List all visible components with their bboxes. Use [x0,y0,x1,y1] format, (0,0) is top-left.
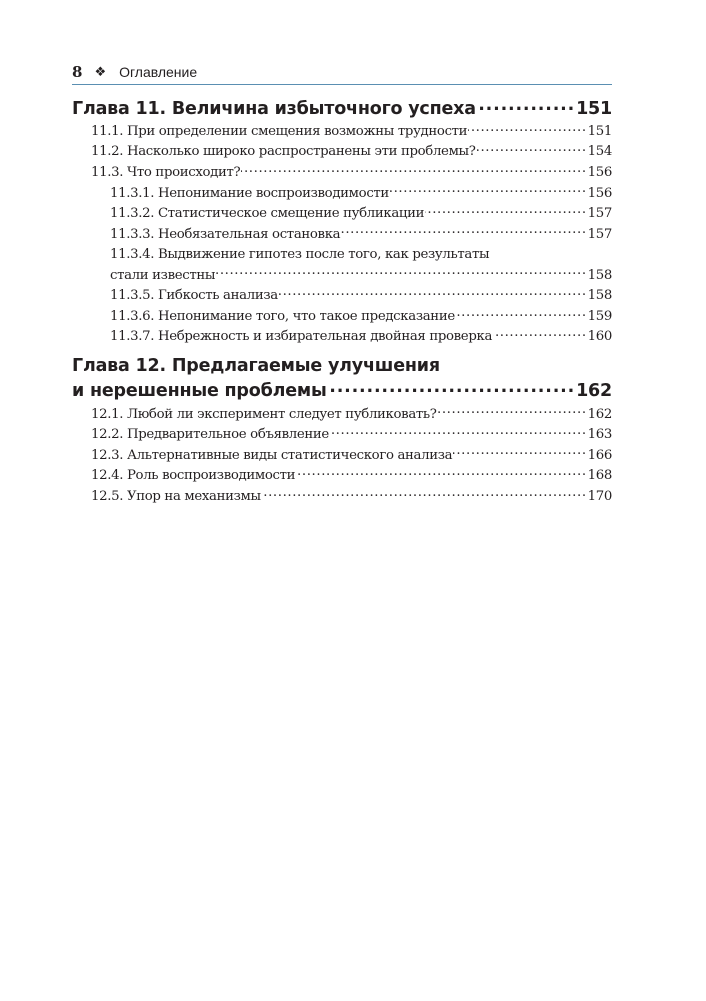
toc-entry-page: 163 [587,427,612,443]
header-rule [72,84,612,85]
dot-leader [216,265,587,278]
page-number: 8 [72,63,83,81]
toc-subentry [72,286,612,307]
toc-subentry [72,327,612,348]
toc-entry [72,122,612,143]
toc-entry-page: 170 [587,488,612,504]
toc-entry-page: 159 [587,308,612,324]
dot-leader [296,466,587,479]
toc-entry-page: 156 [587,164,612,180]
chapter-page-number: 162 [576,381,612,402]
toc-entry-page: 154 [587,144,612,160]
toc-subentry [72,307,612,328]
toc-entry-title: стали известны [110,267,216,283]
dot-leader [328,379,575,397]
toc-entry-title: 12.5. Упор на механизмы [91,488,261,504]
chapter-title: Глава 11. Величина избыточного успеха [72,98,476,119]
toc-entry [72,404,612,425]
toc-entry-title: 11.1. При определении смещения возможны трудности [91,123,468,139]
toc-entry [72,466,612,487]
toc-entry-continuation [110,265,612,286]
toc-subentry [72,204,612,225]
chapter-heading [72,354,612,405]
toc-entry-page: 158 [587,288,612,304]
toc-entry-title: 12.1. Любой ли эксперимент следует публиковать? [91,406,437,422]
dot-leader [425,204,587,217]
toc-entry-title: 11.2. Насколько широко распространены эти проблемы? [91,144,476,160]
dot-leader [477,142,587,155]
dot-leader [477,96,575,114]
toc-entry-page: 156 [587,185,612,201]
toc-entry-title: 11.3.5. Гибкость анализа [110,288,278,304]
toc-entry-page: 157 [587,206,612,222]
dot-leader [456,307,587,320]
dot-leader [468,122,586,135]
toc-entry-title: 12.4. Роль воспроизводимости [91,468,296,484]
chapter-title-line1: Глава 12. Предлагаемые улучшения [72,355,440,376]
toc-entry-title: 11.3.3. Необязательная остановка [110,226,341,242]
toc-entry-page: 157 [587,226,612,242]
running-head [72,60,612,84]
toc-entry-page: 162 [587,406,612,422]
running-head-title: Оглавление [119,64,198,80]
dot-leader [453,445,586,458]
toc-entry-title: 11.3.1. Непонимание воспроизводимости [110,185,389,201]
dot-leader [493,327,587,340]
ornament-icon: ❖ [94,64,107,79]
chapter-page-number: 151 [576,98,612,119]
toc-subentry-wrapped [72,245,612,286]
toc-entry [72,425,612,446]
dot-leader [279,286,587,299]
toc-entry-title: 11.3.2. Статистическое смещение публикации [110,206,425,222]
toc-entry-title: 12.2. Предварительное объявление [91,427,329,443]
toc-entry-title: 11.3.6. Непонимание того, что такое предсказание [110,308,455,324]
toc-subentry [72,183,612,204]
dot-leader [390,183,587,196]
toc-entry-page: 151 [587,123,612,139]
toc-entry-title: 12.3. Альтернативные виды статистического анализа [91,447,453,463]
dot-leader [438,404,587,417]
toc-entry [72,487,612,508]
dot-leader [341,224,586,237]
toc-subentry [72,224,612,245]
chapter-heading [72,96,612,122]
toc-entry-title: 11.3.7. Небрежность и избирательная двойная проверка [110,329,493,345]
dot-leader [330,425,587,438]
dot-leader [241,163,586,176]
table-of-contents [72,96,612,507]
toc-entry-page: 168 [587,468,612,484]
toc-entry-page: 160 [587,329,612,345]
toc-entry [72,142,612,163]
toc-entry-title-line1: 11.3.4. Выдвижение гипотез после того, как результаты [110,247,490,263]
toc-entry-title: 11.3. Что происходит? [91,164,241,180]
toc-entry [72,163,612,184]
toc-entry [72,445,612,466]
toc-entry-page: 166 [587,447,612,463]
dot-leader [262,487,587,500]
chapter-title: и нерешенные проблемы [72,381,327,402]
toc-entry-page: 158 [587,267,612,283]
